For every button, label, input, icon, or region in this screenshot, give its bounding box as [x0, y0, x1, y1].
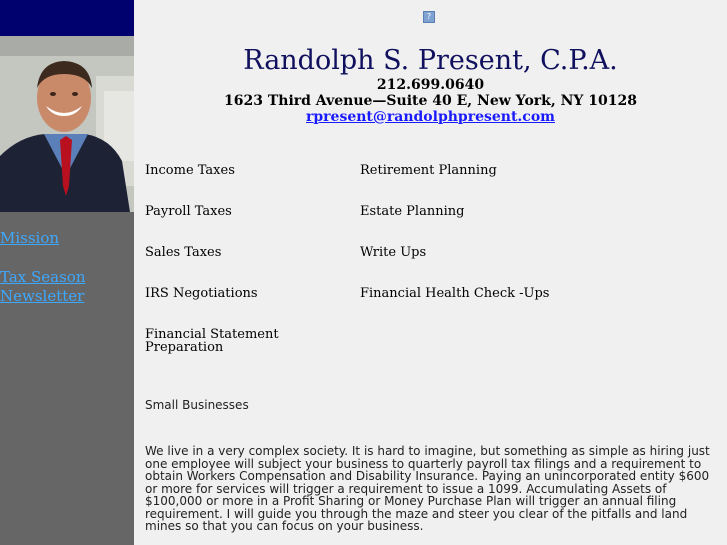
intro-paragraph: We live in a very complex society. It is hard to imagine, but something as simple as hiring just one employee will subject your business to quarterly payroll tax filings and a requirement to obtain Workers Compensation and Disability Insurance. Paying an unincorporated entity $600 or more for services will trigger a requirement to issue a 1099. Accumulating Assets of $100,000 or more in a Profit Sharing or Money Purchase Plan will trigger an annual filing requirement. I will guide you through the maze and steer you clear of the pitfalls and land mines so that you can focus on your business. — [145, 444, 710, 533]
portrait-illustration — [0, 36, 134, 212]
nav-link-mission[interactable]: Mission — [0, 229, 60, 247]
section-label-small-businesses: Small Businesses — [145, 398, 249, 412]
service-financial-statement-preparation: Financial Statement Preparation — [145, 327, 279, 355]
service-write-ups: Write Ups — [360, 245, 427, 260]
service-payroll-taxes: Payroll Taxes — [145, 204, 232, 219]
service-estate-planning: Estate Planning — [360, 204, 465, 219]
sidebar-header-bar — [0, 0, 134, 36]
service-irs-negotiations: IRS Negotiations — [145, 286, 258, 301]
main-content — [134, 0, 727, 545]
email-link[interactable]: rpresent@randolphpresent.com — [306, 109, 555, 125]
sidebar — [0, 0, 134, 545]
street-address: 1623 Third Avenue—Suite 40 E, New York, NY 10128 — [224, 93, 637, 109]
service-income-taxes: Income Taxes — [145, 163, 235, 178]
page-title: Randolph S. Present, C.P.A. — [243, 45, 618, 76]
service-financial-health-check-ups: Financial Health Check -Ups — [360, 286, 550, 301]
service-sales-taxes: Sales Taxes — [145, 245, 222, 260]
portrait-photo — [0, 36, 134, 212]
service-retirement-planning: Retirement Planning — [360, 163, 497, 178]
broken-image-icon: ? — [423, 11, 435, 23]
phone-number: 212.699.0640 — [376, 77, 485, 93]
nav-link-tax-season-newsletter[interactable]: Tax Season Newsletter — [0, 268, 86, 305]
